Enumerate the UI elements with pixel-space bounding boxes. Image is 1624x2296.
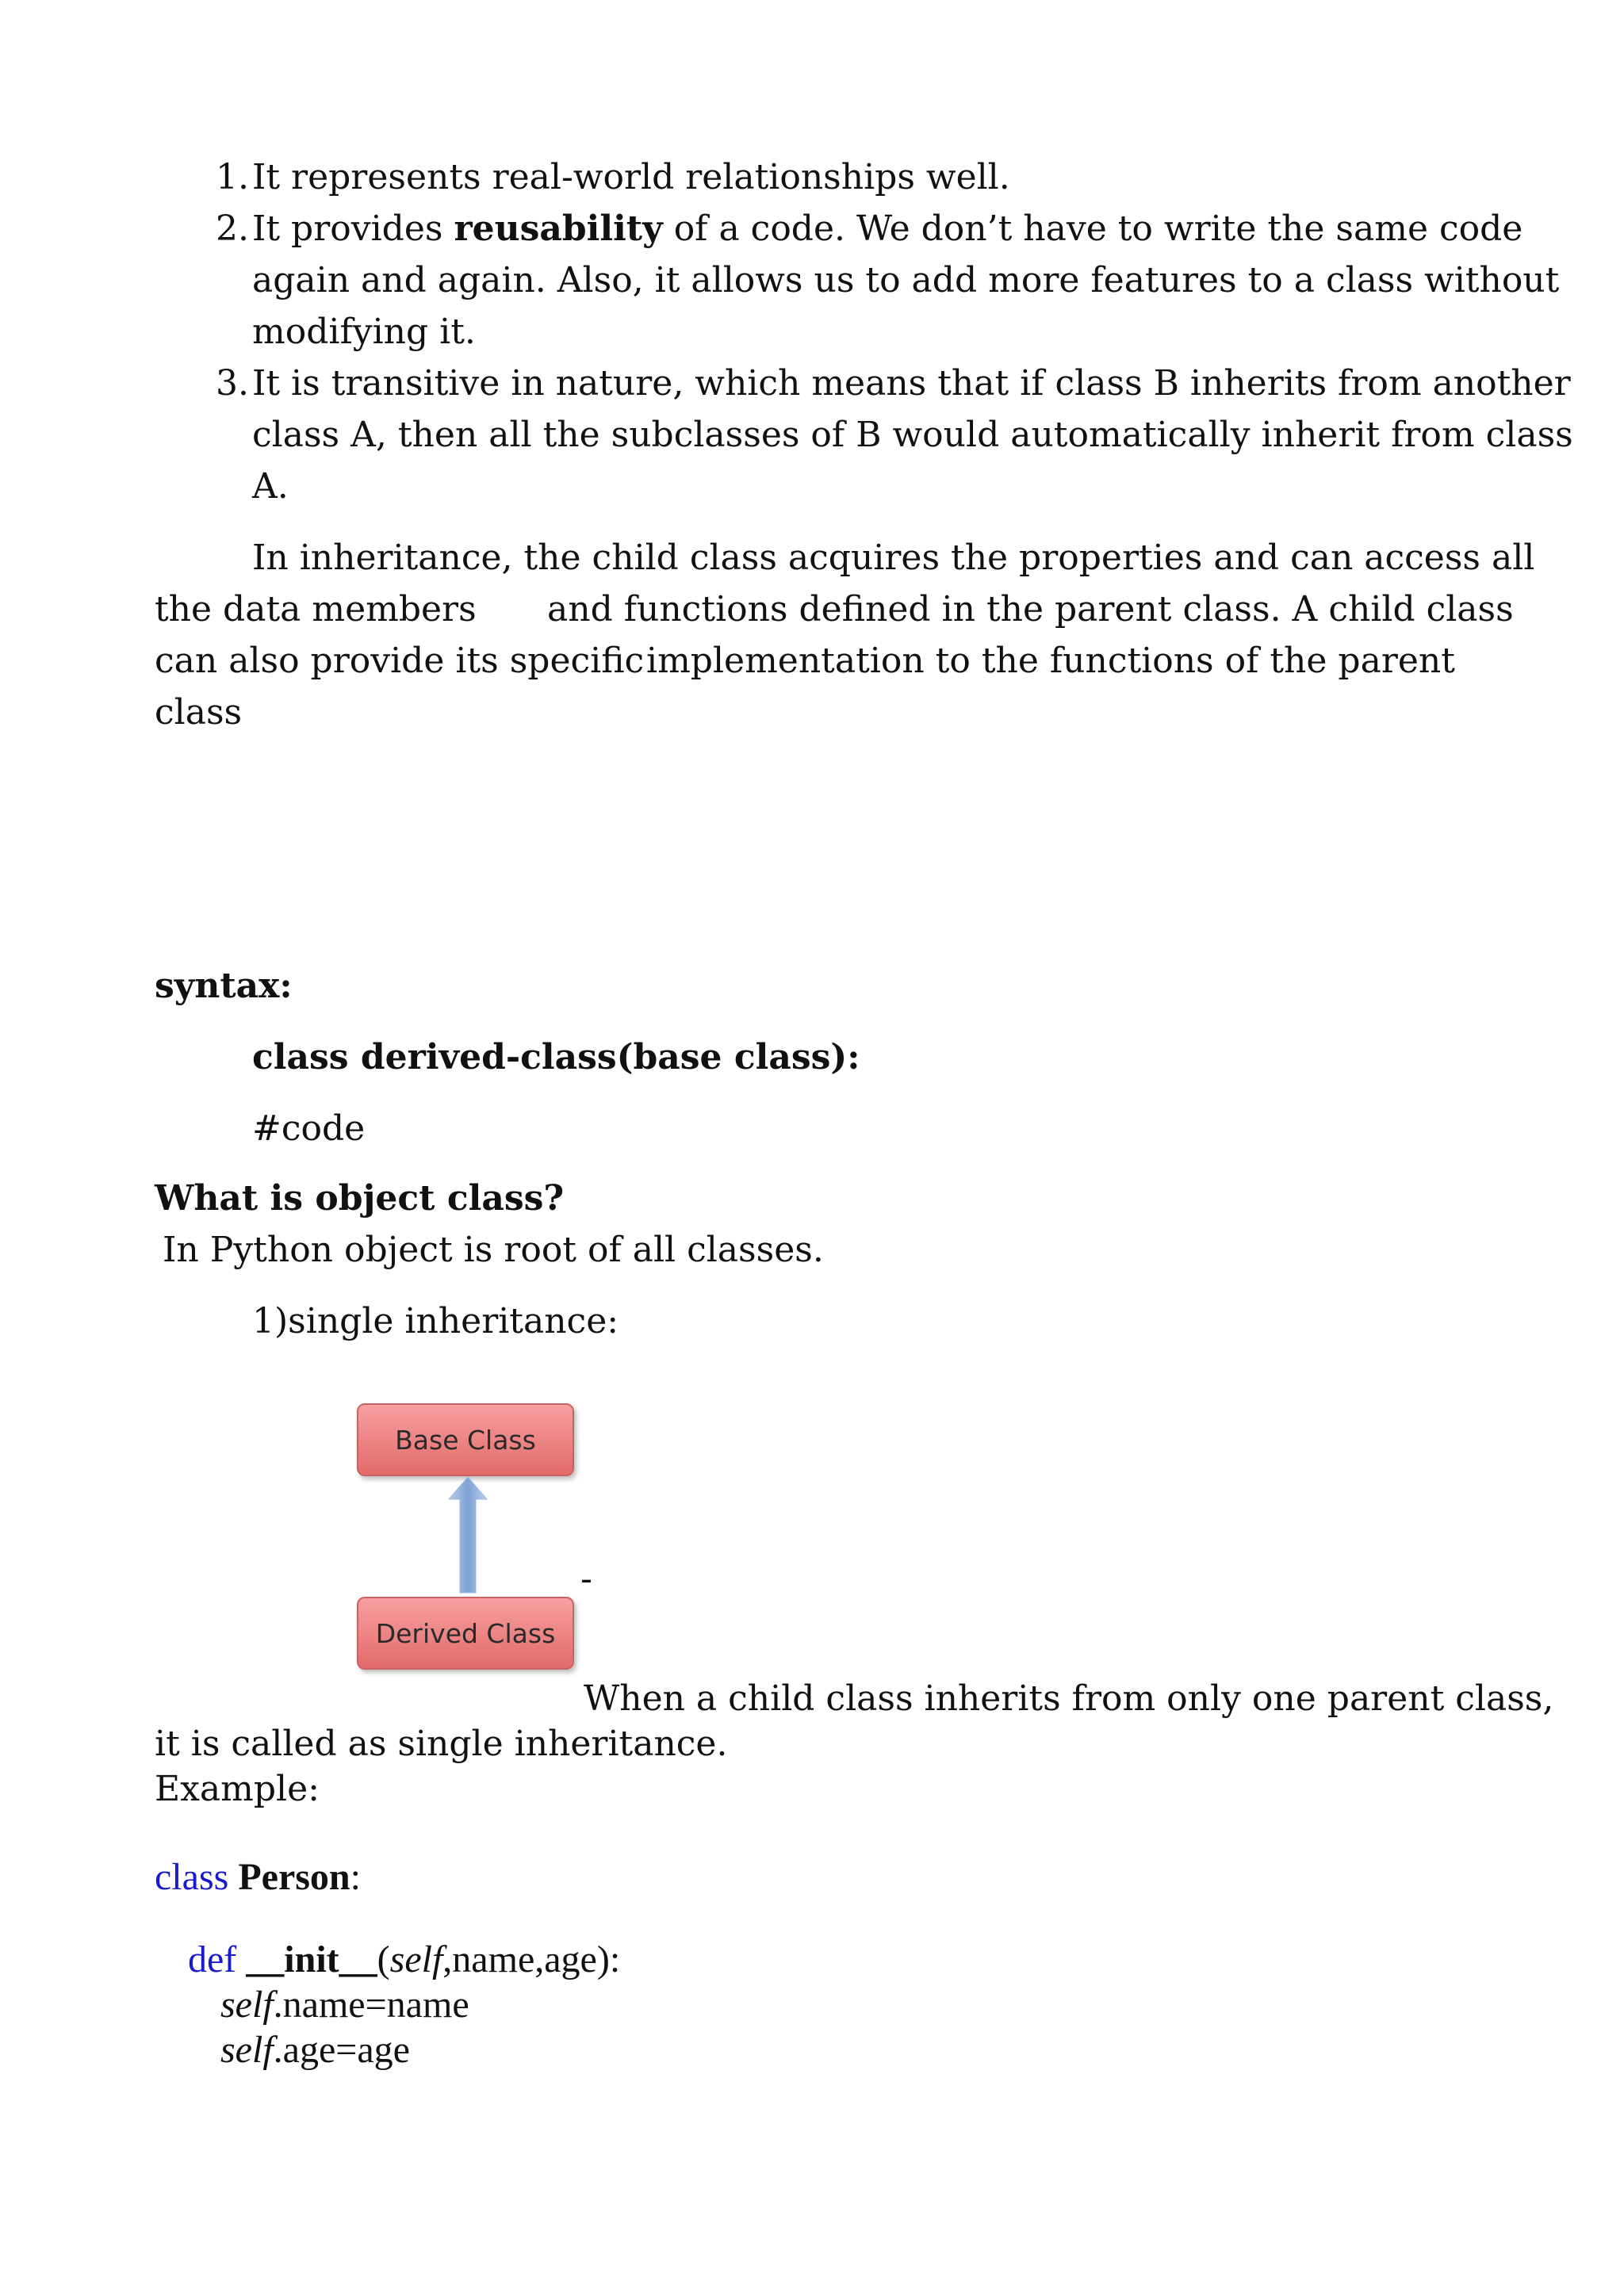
code-line: self.age=age [220,2029,410,2071]
example-label: Example: [155,1769,320,1809]
list-item-continuation: again and again. Also, it allows us to add more features to a class without [252,260,1560,300]
list-item-continuation: modifying it. [252,312,476,352]
code-keyword: def [188,1938,237,1980]
arrow-up-icon [444,1475,492,1594]
code-keyword: class [155,1856,229,1898]
paragraph-line: the data members [155,589,477,629]
syntax-heading: syntax: [155,966,293,1006]
list-item: 1.It represents real-world relationships well. [216,157,1010,197]
bold-term: reusability [454,209,663,249]
paragraph-line: implementation to the functions of the parent [646,641,1455,681]
code-line-def: def __init__(self,name,age): [188,1938,621,1980]
inheritance-diagram [353,1399,583,1673]
code-class-name: Person [238,1856,350,1898]
code-line-class: class Person: [155,1856,361,1898]
list-item-continuation: class A, then all the subclasses of B would automatically inherit from class [252,415,1573,455]
paragraph-line: can also provide its specific [155,641,645,681]
code-line: self.name=name [220,1984,469,2026]
list-item: 2.It provides reusability of a code. We don’t have to write the same code [216,209,1523,249]
list-item-continuation: A. [252,466,289,507]
paragraph-line: In Python object is root of all classes. [163,1230,824,1270]
paragraph-line: When a child class inherits from only one parent class, [584,1678,1554,1719]
base-class-node: Base Class [357,1403,574,1476]
paragraph-line: class [155,692,243,733]
paragraph-line: it is called as single inheritance. [155,1724,728,1764]
paragraph-line: and functions defined in the parent class. A child class [547,589,1514,629]
syntax-line: class derived-class(base class): [252,1037,860,1077]
paragraph-line: In inheritance, the child class acquires the properties and can access all [252,538,1535,578]
diagram-dash: - [580,1559,592,1599]
syntax-line: #code [252,1108,366,1149]
subsection-heading: 1)single inheritance: [252,1301,619,1341]
section-heading: What is object class? [155,1178,565,1219]
list-item: 3.It is transitive in nature, which means that if class B inherits from another [216,363,1571,404]
derived-class-node: Derived Class [357,1597,574,1670]
code-function-name: __init__ [246,1938,377,1980]
